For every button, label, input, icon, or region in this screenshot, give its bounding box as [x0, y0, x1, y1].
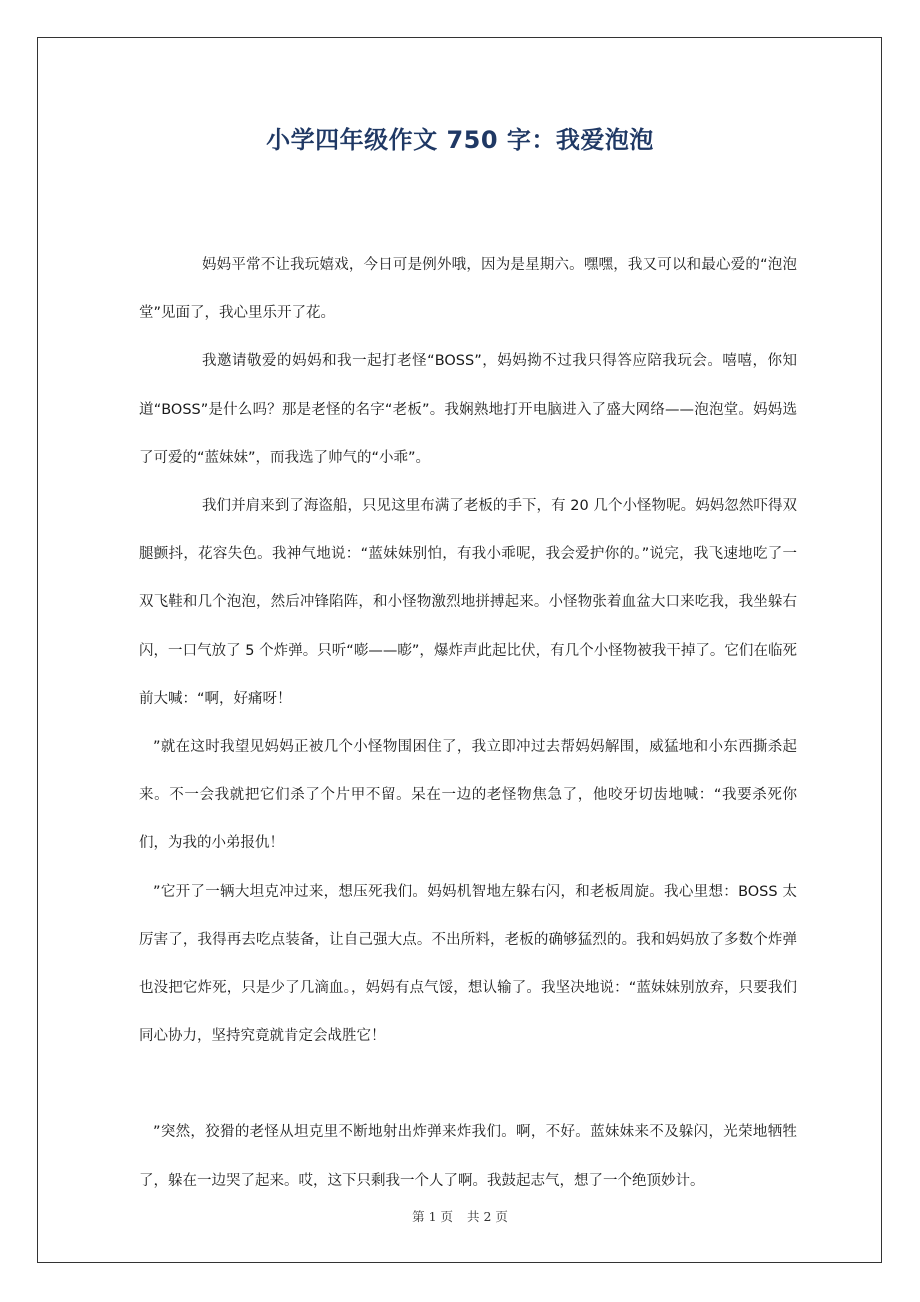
paragraph-6: ”突然，狡猾的老怪从坦克里不断地射出炸弹来炸我们。啊，不好。蓝妹妹来不及躲闪，光荣地牺牲了，躲在一边哭了起来。哎，这下只剩我一个人了啊。我鼓起志气，想了一个绝顶妙计。	[139, 1124, 797, 1189]
page-footer	[0, 1207, 920, 1225]
page-number: 第 1 页	[412, 1209, 453, 1224]
page-total: 共 2 页	[467, 1209, 508, 1224]
paragraph-4: ”就在这时我望见妈妈正被几个小怪物围困住了，我立即冲过去帮妈妈解围，威猛地和小东西撕杀起来。不一会我就把它们杀了个片甲不留。呆在一边的老怪物焦急了，他咬牙切齿地喊：“我要杀死你们，为我的小弟报仇！	[139, 739, 797, 852]
paragraph-spacer	[139, 1060, 797, 1108]
paragraph-5: ”它开了一辆大坦克冲过来，想压死我们。妈妈机智地左躲右闪，和老板周旋。我心里想：BOSS 太厉害了，我得再去吃点装备，让自己强大点。不出所料，老板的确够猛烈的。我和妈妈放了多数个炸弹也没把它炸死，只是少了几滴血。，妈妈有点气馁，想认输了。我坚决地说：“蓝妹妹别放弃，只要我们同心协力，坚持究竟就肯定会战胜它！	[139, 883, 797, 1045]
paragraph-3: 我们并肩来到了海盗船，只见这里布满了老板的手下，有 20 几个小怪物呢。妈妈忽然吓得双腿颤抖，花容失色。我神气地说：“蓝妹妹别怕，有我小乖呢，我会爱护你的。”说完，我飞速地吃了一双飞鞋和几个泡泡，然后冲锋陷阵，和小怪物激烈地拼搏起来。小怪物张着血盆大口来吃我，我坐躲右闪，一口气放了 5 个炸弹。只听“嘭——嘭”，爆炸声此起比伏，有几个小怪物被我干掉了。它们在临死前大喊：“啊，好痛呀！	[139, 498, 797, 707]
paragraph-1: 妈妈平常不让我玩嬉戏，今日可是例外哦，因为是星期六。嘿嘿，我又可以和最心爱的“泡泡堂”见面了，我心里乐开了花。	[139, 257, 797, 322]
document-title: 小学四年级作文 750 字：我爱泡泡	[266, 126, 654, 154]
document-body	[139, 241, 797, 1205]
paragraph-2: 我邀请敬爱的妈妈和我一起打老怪“BOSS”，妈妈拗不过我只得答应陪我玩会。嘻嘻，你知道“BOSS”是什么吗？那是老怪的名字“老板”。我娴熟地打开电脑进入了盛大网络——泡泡堂。妈妈选了可爱的“蓝妹妹”，而我选了帅气的“小乖”。	[139, 353, 797, 466]
